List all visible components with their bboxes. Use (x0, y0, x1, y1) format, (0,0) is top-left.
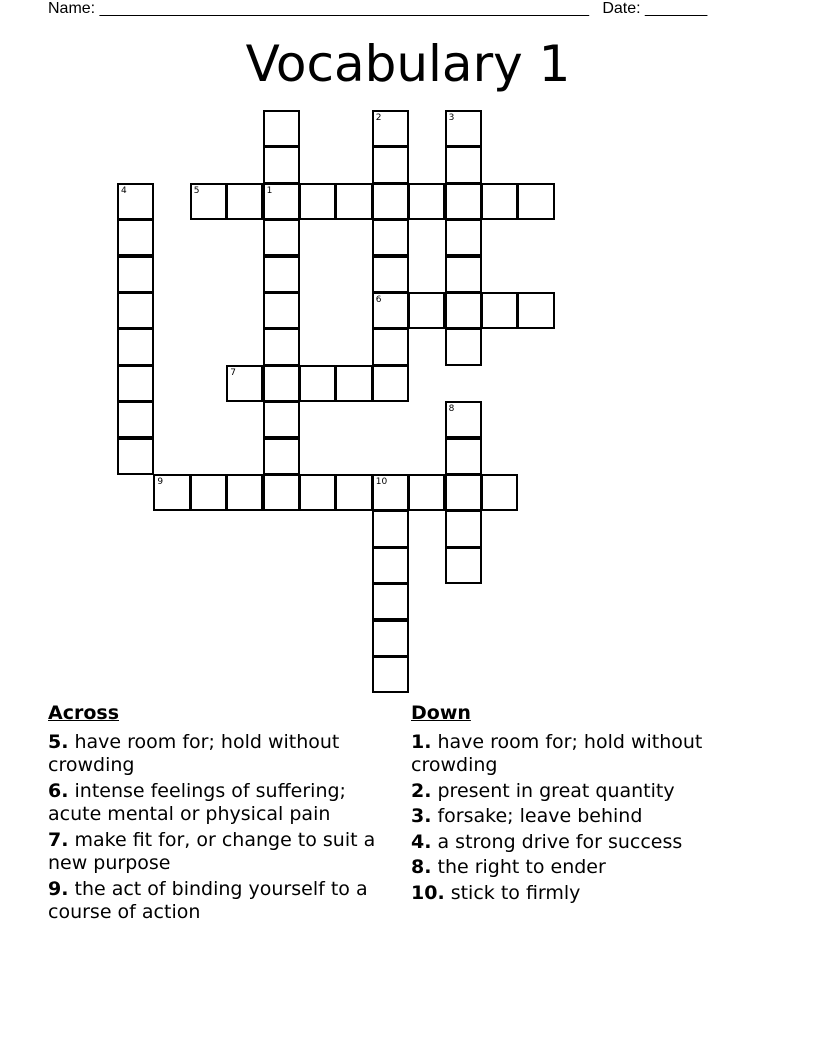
clue-text: stick to firmly (444, 881, 581, 904)
grid-cell[interactable] (481, 474, 518, 511)
grid-cell[interactable] (372, 656, 409, 693)
grid-cell[interactable] (445, 110, 482, 147)
grid-cell[interactable] (445, 438, 482, 475)
grid-cell[interactable] (372, 583, 409, 620)
clue-number: 1 (266, 185, 273, 196)
grid-cell[interactable] (445, 328, 482, 365)
grid-cell[interactable] (117, 183, 154, 220)
clue-number: 9. (48, 877, 69, 900)
grid-cell[interactable] (226, 183, 263, 220)
grid-cell[interactable] (445, 474, 482, 511)
grid-cell[interactable] (117, 438, 154, 475)
clue-item (48, 731, 398, 778)
grid-cell[interactable] (117, 219, 154, 256)
grid-cell[interactable] (335, 365, 372, 402)
grid-cell[interactable] (372, 292, 409, 329)
down-clues (411, 702, 761, 907)
page-title: Vocabulary 1 (245, 35, 571, 93)
clue-text: intense feelings of suffering; acute mental or physical pain (48, 779, 346, 825)
grid-cell[interactable] (299, 474, 336, 511)
clue-number: 2. (411, 779, 432, 802)
grid-cell[interactable] (263, 328, 300, 365)
clue-item (48, 829, 398, 876)
grid-cell[interactable] (263, 292, 300, 329)
grid-cell[interactable] (372, 547, 409, 584)
clue-item (411, 856, 761, 880)
clue-number: 10 (375, 477, 388, 487)
grid-cell[interactable] (263, 110, 300, 147)
grid-cell[interactable] (190, 183, 227, 220)
grid-cell[interactable] (517, 292, 554, 329)
across-clue-list (48, 731, 398, 925)
clue-number: 8 (448, 404, 455, 415)
clue-number: 2 (375, 113, 382, 123)
grid-cell[interactable] (445, 183, 482, 220)
clue-text: present in great quantity (431, 779, 675, 802)
clue-text: have room for; hold without crowding (411, 730, 703, 776)
grid-cell[interactable] (263, 365, 300, 402)
clue-number: 9 (157, 477, 164, 487)
grid-cell[interactable] (445, 219, 482, 256)
grid-cell[interactable] (263, 183, 300, 220)
grid-cell[interactable] (372, 219, 409, 256)
down-heading: Down (411, 702, 471, 724)
clue-number: 3 (448, 113, 455, 123)
grid-cell[interactable] (445, 547, 482, 584)
clue-number: 5. (48, 730, 69, 753)
clue-number: 4. (411, 830, 432, 853)
clue-item (411, 805, 761, 829)
clue-item (411, 780, 761, 804)
grid-cell[interactable] (372, 328, 409, 365)
grid-cell[interactable] (117, 292, 154, 329)
grid-cell[interactable] (263, 146, 300, 183)
grid-cell[interactable] (263, 256, 300, 293)
grid-cell[interactable] (372, 620, 409, 657)
clue-number: 10. (411, 881, 445, 904)
grid-cell[interactable] (445, 401, 482, 438)
grid-cell[interactable] (372, 146, 409, 183)
clue-number: 6 (375, 295, 382, 305)
grid-cell[interactable] (408, 292, 445, 329)
clue-number: 8. (411, 856, 432, 878)
clue-text: forsake; leave behind (431, 805, 643, 827)
name-date-line: Name: _______________________________________________________ Date: _______ (48, 0, 708, 17)
clue-number: 6. (48, 779, 69, 802)
grid-cell[interactable] (445, 292, 482, 329)
grid-cell[interactable] (117, 256, 154, 293)
grid-cell[interactable] (372, 365, 409, 402)
grid-cell[interactable] (372, 510, 409, 547)
clue-item (411, 731, 761, 778)
grid-cell[interactable] (445, 256, 482, 293)
grid-cell[interactable] (372, 110, 409, 147)
down-clue-list (411, 731, 761, 906)
grid-cell[interactable] (226, 474, 263, 511)
clue-text: make fit for, or change to suit a new purpose (48, 828, 376, 874)
grid-cell[interactable] (445, 146, 482, 183)
grid-cell[interactable] (481, 183, 518, 220)
grid-cell[interactable] (117, 401, 154, 438)
clue-number: 7. (48, 828, 69, 851)
clue-item (411, 882, 761, 906)
across-heading: Across (48, 702, 120, 724)
clue-item (48, 878, 398, 925)
clue-text: the act of binding yourself to a course of action (48, 877, 368, 923)
across-clues (48, 702, 398, 927)
grid-cell[interactable] (263, 219, 300, 256)
clue-number: 4 (121, 185, 127, 196)
grid-cell[interactable] (335, 183, 372, 220)
grid-cell[interactable] (408, 474, 445, 511)
grid-cell[interactable] (372, 183, 409, 220)
grid-cell[interactable] (335, 474, 372, 511)
clue-text: the right to ender (431, 856, 606, 878)
grid-cell[interactable] (263, 438, 300, 475)
clue-number: 1. (411, 730, 432, 753)
grid-cell[interactable] (226, 365, 263, 402)
grid-cell[interactable] (517, 183, 554, 220)
grid-cell[interactable] (299, 183, 336, 220)
clue-number: 7 (230, 367, 236, 378)
grid-cell[interactable] (408, 183, 445, 220)
grid-cell[interactable] (445, 510, 482, 547)
grid-cell[interactable] (117, 328, 154, 365)
grid-cell[interactable] (263, 401, 300, 438)
grid-cell[interactable] (263, 474, 300, 511)
grid-cell[interactable] (481, 292, 518, 329)
clue-number: 5 (193, 185, 200, 196)
clue-text: a strong drive for success (431, 830, 683, 853)
grid-cell[interactable] (117, 365, 154, 402)
clue-number: 3. (411, 805, 432, 827)
clue-text: have room for; hold without crowding (48, 730, 340, 776)
grid-cell[interactable] (372, 474, 409, 511)
clue-item (48, 780, 398, 827)
grid-cell[interactable] (190, 474, 227, 511)
clue-item (411, 831, 761, 855)
grid-cell[interactable] (299, 365, 336, 402)
grid-cell[interactable] (153, 474, 190, 511)
grid-cell[interactable] (372, 256, 409, 293)
